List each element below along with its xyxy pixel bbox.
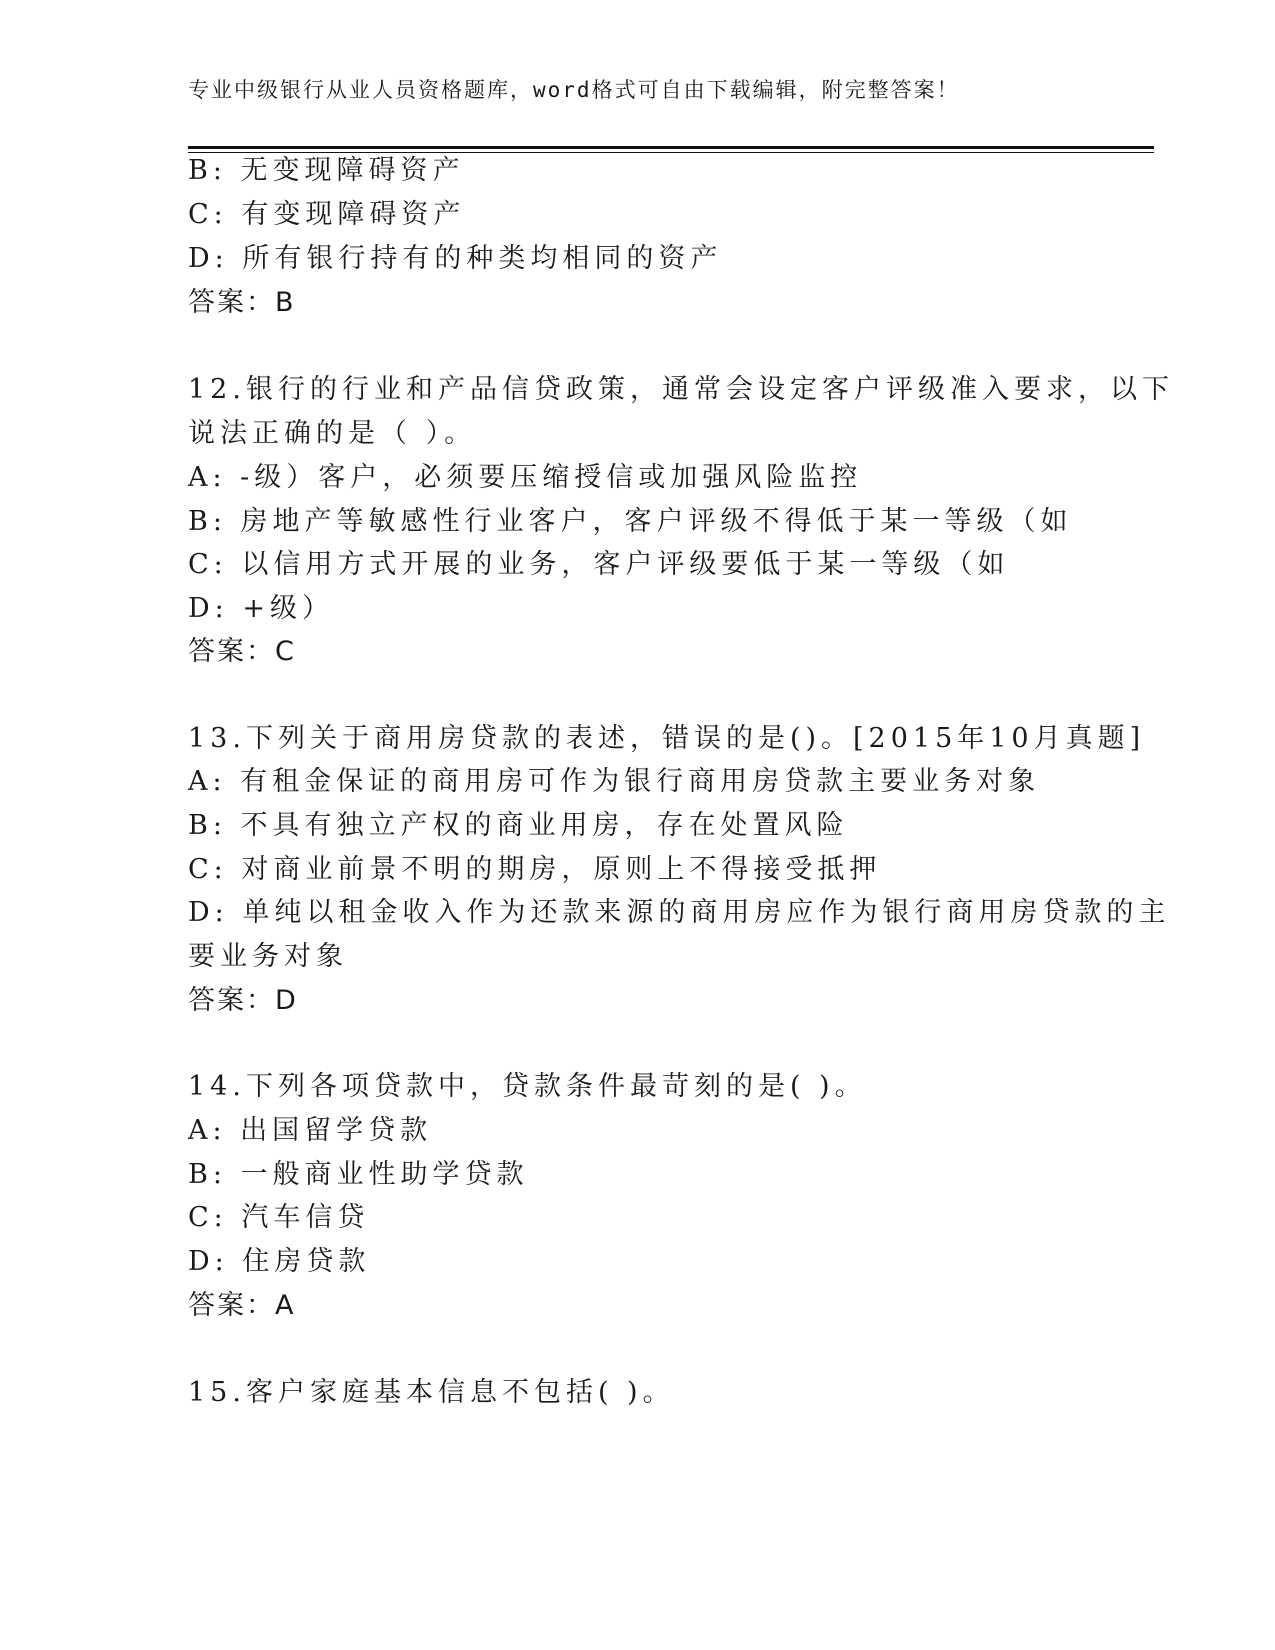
q12-stem-line-1: 12.银行的行业和产品信贷政策，通常会设定客户评级准入要求，以下 [188,374,1174,405]
q14-answer: 答案：A [188,1290,296,1321]
q12-stem-line-2: 说法正确的是（ ）。 [188,418,477,449]
q11-option-d: D: 所有银行持有的种类均相同的资产 [188,243,723,274]
q13-option-d-line-2: 要业务对象 [188,941,348,972]
q11-option-c: C: 有变现障碍资产 [188,199,466,230]
q11-option-b: B: 无变现障碍资产 [188,155,465,186]
header-divider-thick [188,146,1154,149]
q13-option-a: A: 有租金保证的商用房可作为银行商用房贷款主要业务对象 [188,766,1041,797]
q12-answer: 答案：C [188,636,296,667]
page-header: 专业中级银行从业人员资格题库，word格式可自由下载编辑，附完整答案！ [188,78,960,102]
q12-option-b: B: 房地产等敏感性行业客户，客户评级不得低于某一等级（如 [188,506,1073,537]
q13-option-c: C: 对商业前景不明的期房，原则上不得接受抵押 [188,854,882,885]
q15-stem: 15.客户家庭基本信息不包括( )。 [188,1377,675,1408]
q12-option-c: C: 以信用方式开展的业务，客户评级要低于某一等级（如 [188,549,1010,580]
q13-answer: 答案：D [188,985,298,1016]
q14-option-a: A: 出国留学贷款 [188,1115,433,1146]
q12-option-d: D: +级） [188,593,334,624]
q11-answer: 答案：B [188,287,296,318]
q13-option-b: B: 不具有独立产权的商业用房，存在处置风险 [188,810,849,841]
q14-stem: 14.下列各项贷款中，贷款条件最苛刻的是( )。 [188,1071,867,1102]
q13-stem: 13.下列关于商用房贷款的表述，错误的是()。[2015年10月真题] [188,723,1146,754]
q13-option-d-line-1: D: 单纯以租金收入作为还款来源的商用房应作为银行商用房贷款的主 [188,897,1171,928]
q12-option-a: A: -级）客户，必须要压缩授信或加强风险监控 [188,462,863,493]
q14-option-d: D: 住房贷款 [188,1246,371,1277]
q14-option-b: B: 一般商业性助学贷款 [188,1159,529,1190]
q14-option-c: C: 汽车信贷 [188,1202,370,1233]
